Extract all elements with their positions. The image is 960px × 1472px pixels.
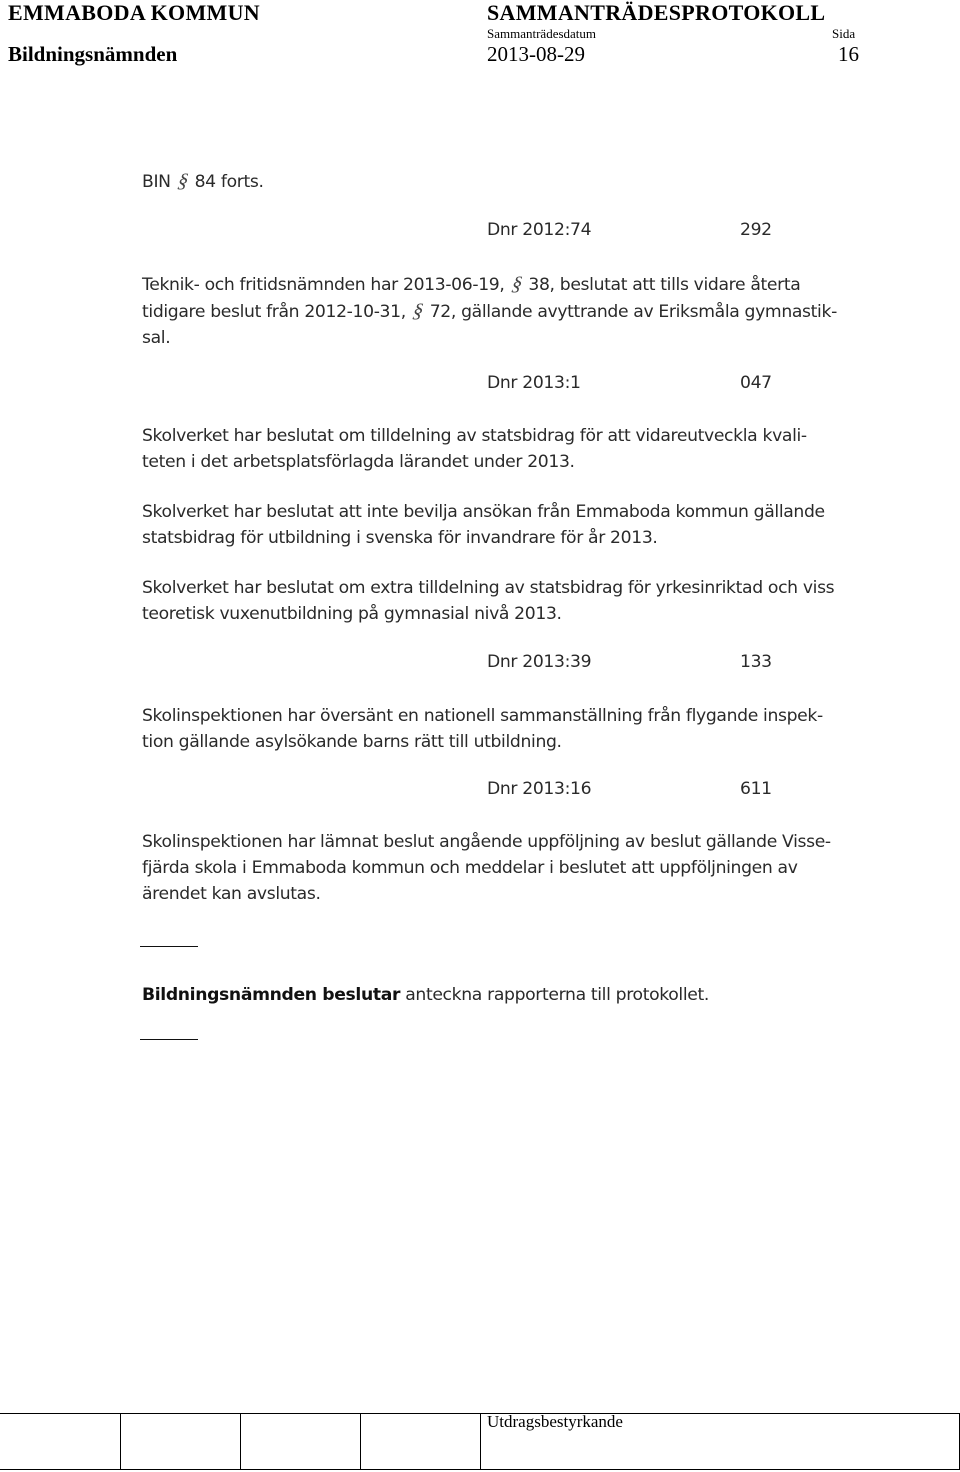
paragraph-line: Skolverket har beslutat att inte bevilja ansökan från Emmaboda kommun gällande [142, 502, 825, 522]
section-symbol: § [411, 300, 425, 322]
paragraph-line: Skolverket har beslutat om extra tilldelning av statsbidrag för yrkesinriktad och viss [142, 578, 835, 598]
footer-divider [360, 1413, 361, 1469]
paragraph [142, 423, 872, 475]
item-code: 133 [740, 652, 772, 672]
decision-bold: Bildningsnämnden beslutar [142, 985, 401, 1005]
section-text: 84 forts. [194, 172, 264, 192]
section-symbol: § [510, 273, 523, 295]
separator-line [140, 1039, 198, 1040]
decision [142, 982, 872, 1008]
paragraph [142, 271, 872, 351]
paragraph [142, 499, 872, 551]
paragraph-line: statsbidrag för utbildning i svenska för invandrare för år 2013. [142, 528, 658, 548]
date-label: Sammanträdesdatum [487, 26, 597, 41]
paragraph-line: fjärda skola i Emmaboda kommun och meddelar i beslutet att uppföljningen av [142, 858, 798, 878]
footer-label: Utdragsbestyrkande [487, 1412, 623, 1431]
document-type: SAMMANTRÄDESPROTOKOLL [487, 0, 826, 25]
decision-text: anteckna rapporterna till protokollet. [400, 985, 710, 1005]
paragraph-line: tidigare beslut från 2012-10-31, § 72, gällande avyttrande av Eriksmåla gymnastik- [142, 300, 837, 322]
item-dnr: Dnr 2012:74 [487, 220, 592, 240]
meeting-date: 2013-08-29 [487, 42, 585, 66]
page-number: 16 [838, 42, 859, 66]
organization-name: EMMABODA KOMMUN [8, 0, 260, 25]
paragraph-line: sal. [142, 328, 171, 348]
item-code: 292 [740, 220, 772, 240]
section-prefix: BIN [142, 172, 171, 192]
item-code: 047 [740, 373, 772, 393]
paragraph-line: teoretisk vuxenutbildning på gymnasial nivå 2013. [142, 604, 562, 624]
item-code: 611 [740, 779, 772, 799]
paragraph-line: Skolinspektionen har översänt en nationell sammanställning från flygande inspek- [142, 706, 823, 726]
paragraph-line: ärendet kan avslutas. [142, 884, 321, 904]
board-name: Bildningsnämnden [8, 42, 178, 66]
paragraph [142, 829, 872, 907]
paragraph-line: tion gällande asylsökande barns rätt till utbildning. [142, 732, 562, 752]
page-label: Sida [832, 26, 856, 41]
paragraph-line: Skolinspektionen har lämnat beslut angående uppföljning av beslut gällande Visse- [142, 832, 831, 852]
section-reference [142, 168, 872, 195]
paragraph [142, 575, 872, 627]
section-symbol: § [176, 170, 189, 192]
paragraph [142, 703, 872, 755]
item-dnr: Dnr 2013:16 [487, 779, 592, 799]
paragraph-line: Teknik- och fritidsnämnden har 2013-06-19, § 38, beslutat att tills vidare återta [142, 273, 801, 295]
paragraph-line: Skolverket har beslutat om tilldelning av statsbidrag för att vidareutveckla kvali- [142, 426, 807, 446]
item-dnr: Dnr 2013:39 [487, 652, 592, 672]
footer-divider [120, 1413, 121, 1469]
separator-line [140, 946, 198, 947]
footer-divider [240, 1413, 241, 1469]
item-dnr: Dnr 2013:1 [487, 373, 581, 393]
paragraph-line: teten i det arbetsplatsförlagda lärandet under 2013. [142, 452, 575, 472]
